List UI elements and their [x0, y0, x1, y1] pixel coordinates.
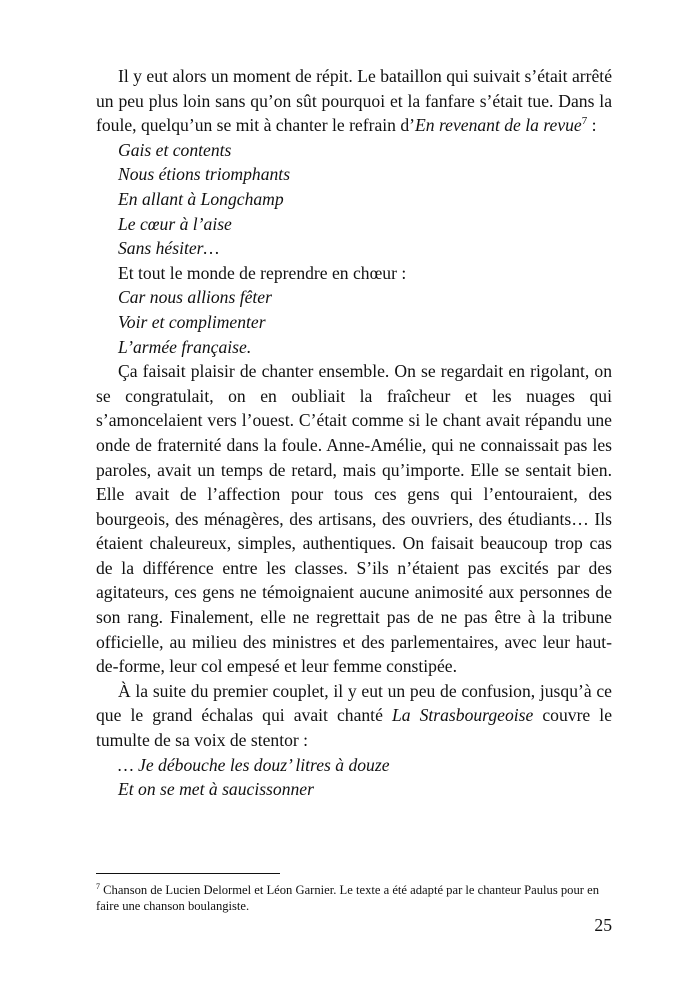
footnote-text: Chanson de Lucien Delormel et Léon Garnier. Le texte a été adapté par le chanteur Paulus pour en faire une chanson boulangiste. [96, 883, 600, 913]
paragraph-1 [96, 64, 612, 138]
footnote-reference: 7 [581, 115, 588, 128]
paragraph-3-after: couvre le tumulte de sa voix de stentor : [96, 705, 613, 751]
chorus-intro-line: Et tout le monde de reprendre en chœur : [118, 262, 407, 283]
verse-block-3 [96, 753, 612, 802]
paragraph-3-before: À la suite du premier couplet, il y eut un peu de confusion, jusqu’à ce que le grand échalas qui avait chanté [96, 680, 612, 726]
page-number: 25 [594, 915, 612, 935]
verse-line: Gais et contents [118, 139, 232, 160]
verse-line: L’armée française. [118, 336, 252, 357]
footnote [96, 882, 612, 914]
verse-line: Nous étions triomphants [118, 164, 291, 185]
verse-line: En allant à Longchamp [118, 188, 284, 209]
song-title-revue: En revenant de la revue [415, 115, 582, 136]
verse-line: Car nous allions fêter [118, 287, 272, 308]
footnote-number: 7 [96, 881, 100, 891]
paragraph-3 [96, 679, 612, 753]
verse-block-2 [96, 285, 612, 359]
verse-block-1 [96, 138, 612, 261]
verse-line: Sans hésiter… [118, 238, 220, 259]
verse-line: Et on se met à saucissonner [118, 779, 314, 800]
chorus-intro [96, 261, 612, 286]
verse-line: Voir et complimenter [118, 311, 266, 332]
paragraph-1-text: Il y eut alors un moment de répit. Le bataillon qui suivait s’était arrêté un peu plus loin sans qu’on sût pourquoi et la fanfare s’était tue. Dans la foule, quelqu’un se mit à chanter le refrain d’ [96, 66, 612, 136]
verse-line: Le cœur à l’aise [118, 213, 232, 234]
paragraph-2: Ça faisait plaisir de chanter ensemble. On se regardait en rigolant, on se congratulait, on en oubliait la fraîcheur et les nuages qui s’amoncelaient vers l’ouest. C’était comme si le chant avait répandu une onde de fraternité dans la foule. Anne-Amélie, qui ne connaissait pas les paroles, avait un temps de retard, mais qu’importe. Elle se sentait bien. Elle avait de l’affection pour tous ces gens qui l’entouraient, des bourgeois, des ménagères, des artisans, des ouvriers, des étudiants… Ils étaient chaleureux, simples, authentiques. On faisait beaucoup trop cas de la différence entre les classes. S’ils n’étaient pas excités par des agitateurs, ces gens ne témoignaient aucune animosité aux personnes de son rang. Finalement, elle ne regrettait pas de ne pas être à la tribune officielle, au milieu des ministres et des parlementaires, avec leur haut-de-forme, leur col empesé et leur femme constipée. [96, 361, 612, 677]
verse-line: … Je débouche les douz’ litres à douze [118, 754, 390, 775]
paragraph-1-colon: : [587, 115, 597, 136]
song-title-strasbourgeoise: La Strasbourgeoise [391, 705, 534, 726]
page-body [96, 64, 612, 802]
footnote-divider [96, 873, 280, 874]
